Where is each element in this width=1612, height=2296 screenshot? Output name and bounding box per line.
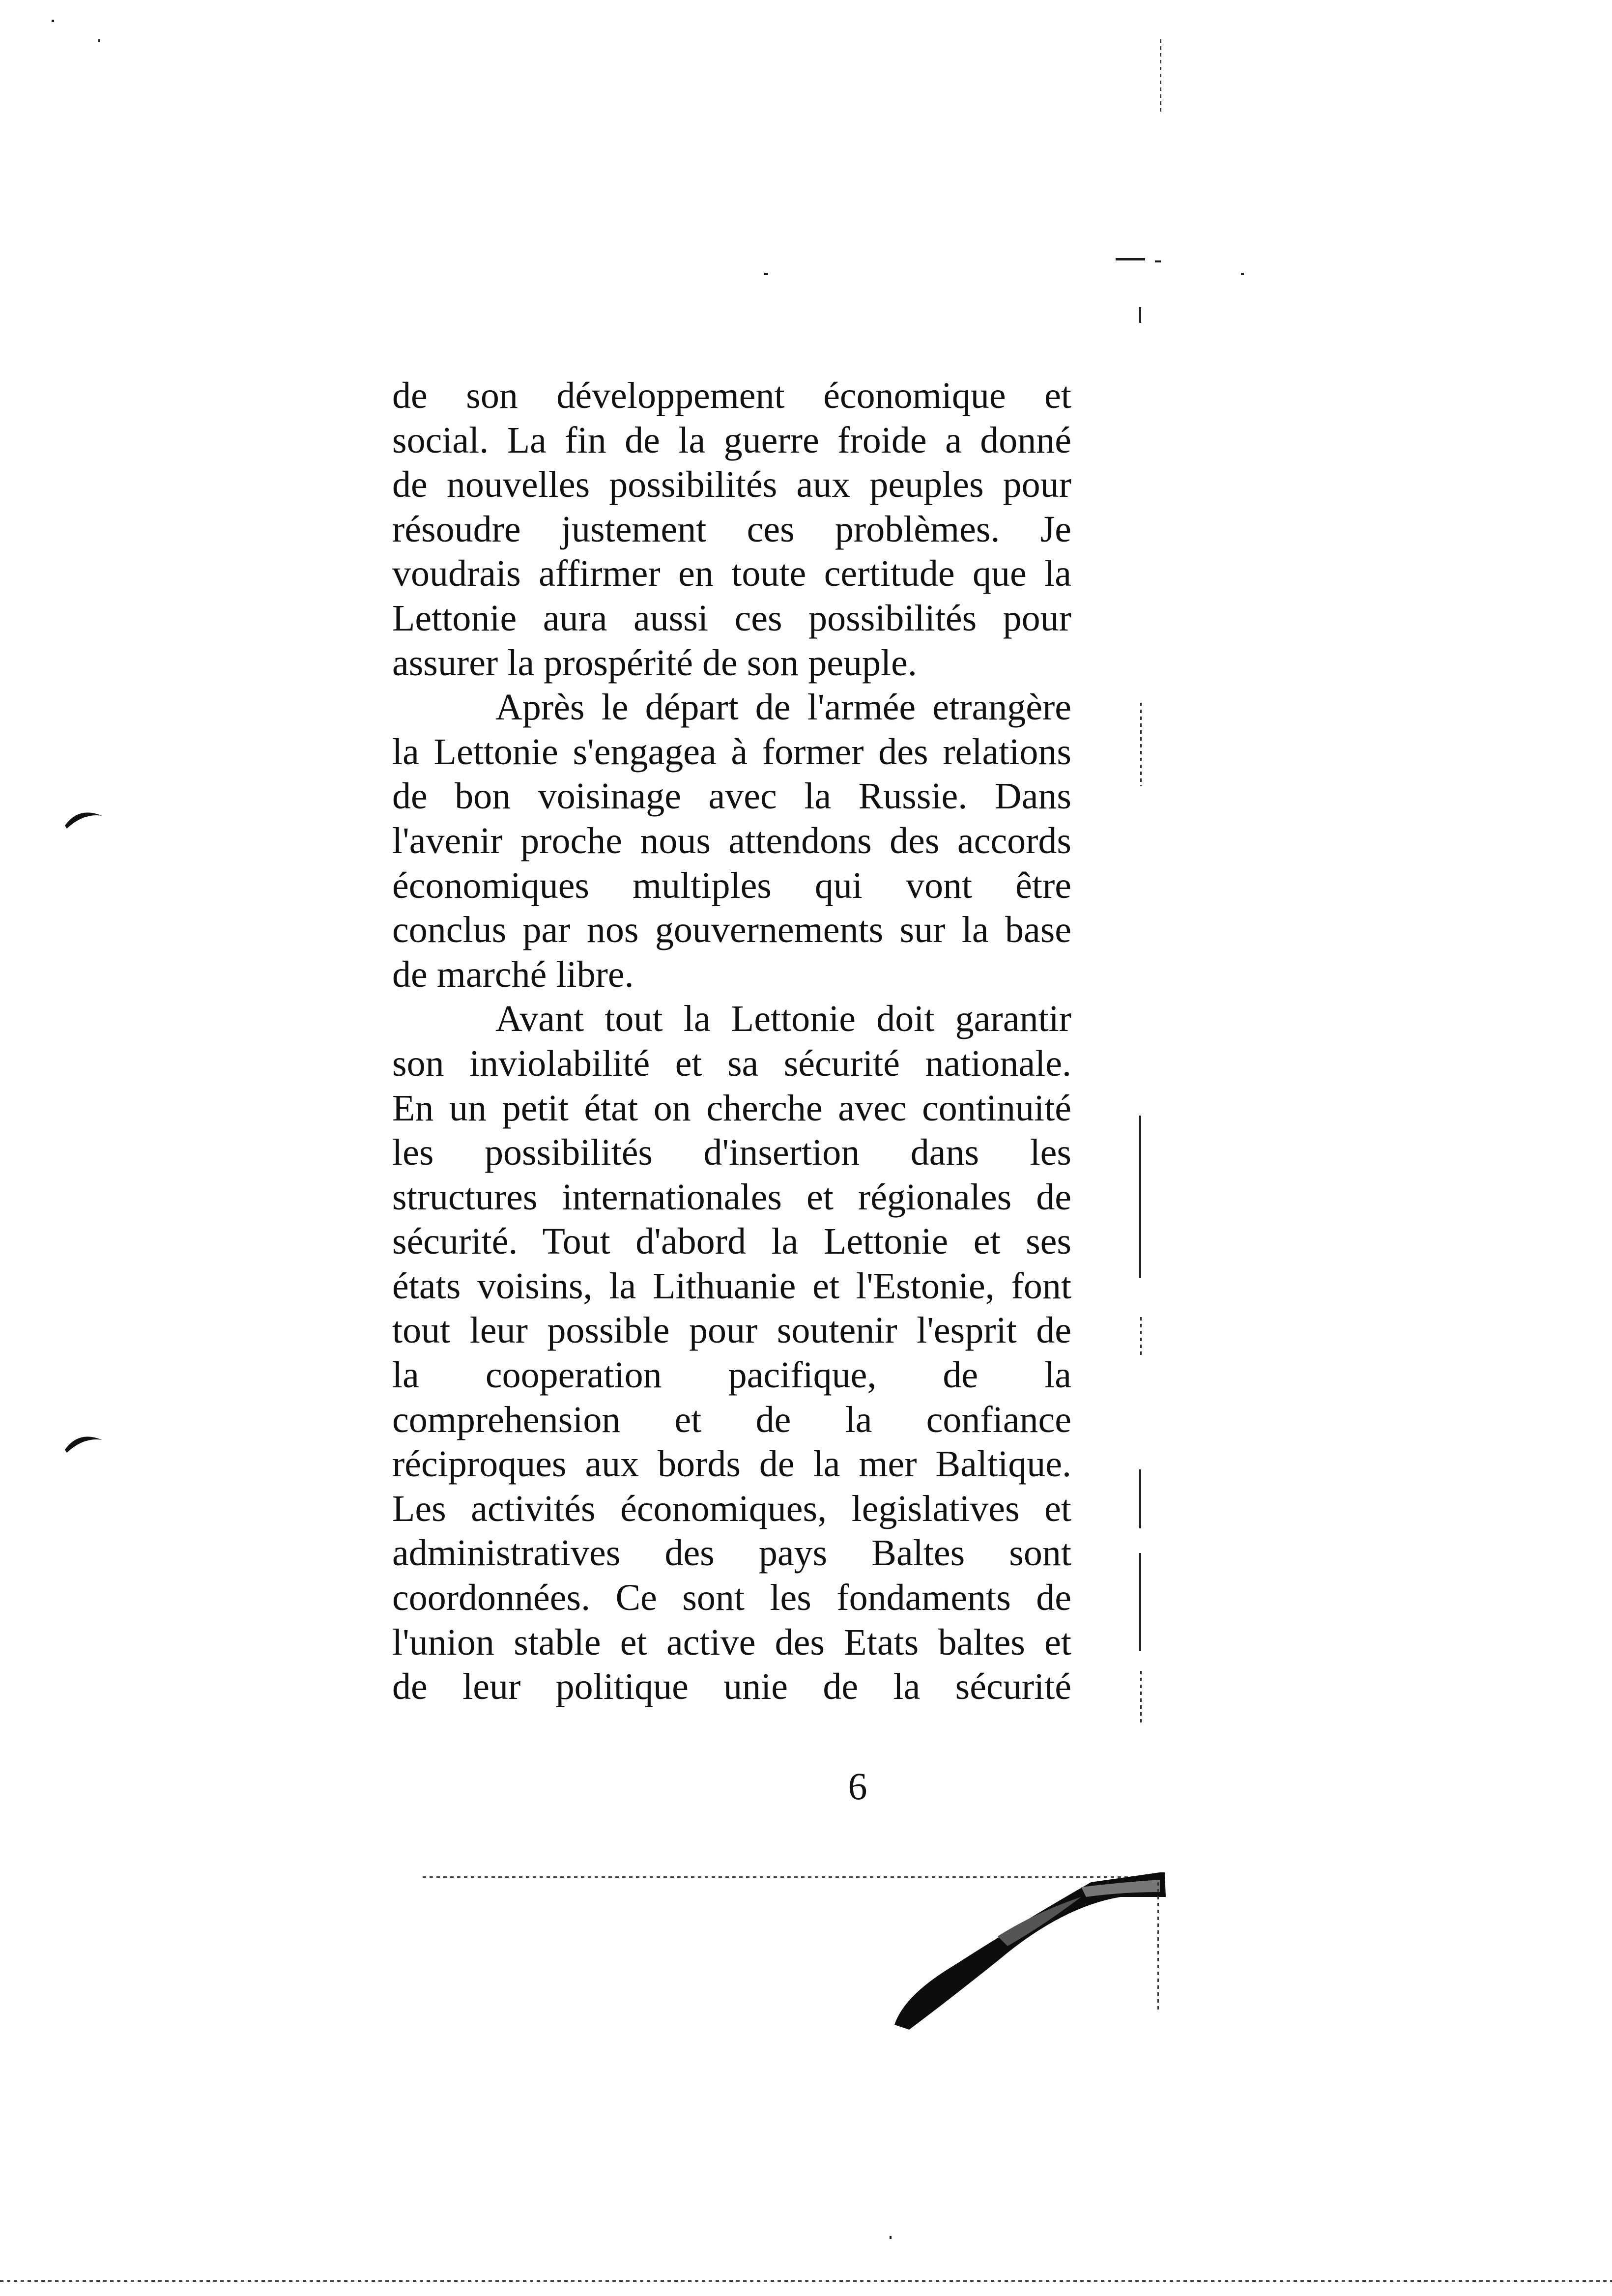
- text-line: états voisins, la Lithuanie et l'Estonie, font: [392, 1265, 1071, 1307]
- text-line: En un petit état on cherche avec continuité: [392, 1087, 1071, 1129]
- text-line: de leur politique unie de la sécurité: [392, 1666, 1071, 1708]
- scan-speck: [1116, 258, 1145, 260]
- punch-hole-mark: [64, 1430, 103, 1455]
- text-line: économiques multiples qui vont être: [392, 864, 1071, 906]
- text-line: tout leur possible pour soutenir l'esprit de: [392, 1310, 1071, 1351]
- scan-edge-mark-top: [1160, 39, 1161, 113]
- text-line: Lettonie aura aussi ces possibilités pour: [392, 597, 1071, 639]
- scan-speck: [98, 39, 100, 42]
- text-line: l'union stable et active des Etats baltes et: [392, 1621, 1071, 1663]
- page-number: 6: [848, 1765, 867, 1808]
- scan-speck: [1155, 260, 1161, 262]
- punch-hole-mark: [64, 806, 103, 831]
- text-line: de marché libre.: [392, 953, 634, 995]
- text-line: réciproques aux bords de la mer Baltique.: [392, 1443, 1071, 1485]
- scan-speck: [890, 2236, 892, 2239]
- text-line: son inviolabilité et sa sécurité nationale.: [392, 1042, 1071, 1084]
- text-line: structures internationales et régionales de: [392, 1176, 1071, 1218]
- text-line: social. La fin de la guerre froide a donné: [392, 419, 1071, 461]
- text-line: coordonnées. Ce sont les fondaments de: [392, 1577, 1071, 1619]
- text-line: Après le départ de l'armée etrangère: [495, 687, 1071, 728]
- scan-edge-line: [1157, 1882, 1159, 2010]
- text-line: comprehension et de la confiance: [392, 1399, 1071, 1440]
- scan-edge-line: [1139, 1553, 1141, 1651]
- scan-smudge: [875, 1867, 1170, 2035]
- body-text: [392, 373, 1071, 1709]
- scan-edge-line: [1140, 703, 1142, 786]
- text-line: l'avenir proche nous attendons des accords: [392, 820, 1071, 861]
- text-line: voudrais affirmer en toute certitude que la: [392, 553, 1071, 595]
- text-line: la Lettonie s'engagea à former des relations: [392, 731, 1071, 773]
- scan-edge-mark: [1139, 307, 1141, 323]
- text-line: les possibilités d'insertion dans les: [392, 1132, 1071, 1174]
- text-line: la cooperation pacifique, de la: [392, 1354, 1071, 1396]
- text-line: conclus par nos gouvernements sur la base: [392, 909, 1071, 951]
- text-line: de nouvelles possibilités aux peuples pour: [392, 464, 1071, 506]
- text-line: Avant tout la Lettonie doit garantir: [495, 998, 1071, 1040]
- scan-edge-line: [1139, 1469, 1141, 1528]
- scan-edge-line: [1140, 1317, 1142, 1356]
- text-line: sécurité. Tout d'abord la Lettonie et ses: [392, 1221, 1071, 1263]
- text-line: assurer la prospérité de son peuple.: [392, 642, 917, 684]
- scan-bottom-edge: [0, 2280, 1612, 2282]
- text-line: administratives des pays Baltes sont: [392, 1532, 1071, 1574]
- scan-speck: [1241, 273, 1244, 275]
- text-line: Les activités économiques, legislatives et: [392, 1488, 1071, 1529]
- scan-speck: [764, 273, 768, 275]
- text-line: de bon voisinage avec la Russie. Dans: [392, 775, 1071, 817]
- text-line: résoudre justement ces problèmes. Je: [392, 508, 1071, 550]
- scan-speck: [52, 20, 54, 22]
- scan-edge-line: [1139, 1116, 1141, 1278]
- scan-edge-line: [1140, 1671, 1142, 1725]
- text-line: de son développement économique et: [392, 375, 1071, 416]
